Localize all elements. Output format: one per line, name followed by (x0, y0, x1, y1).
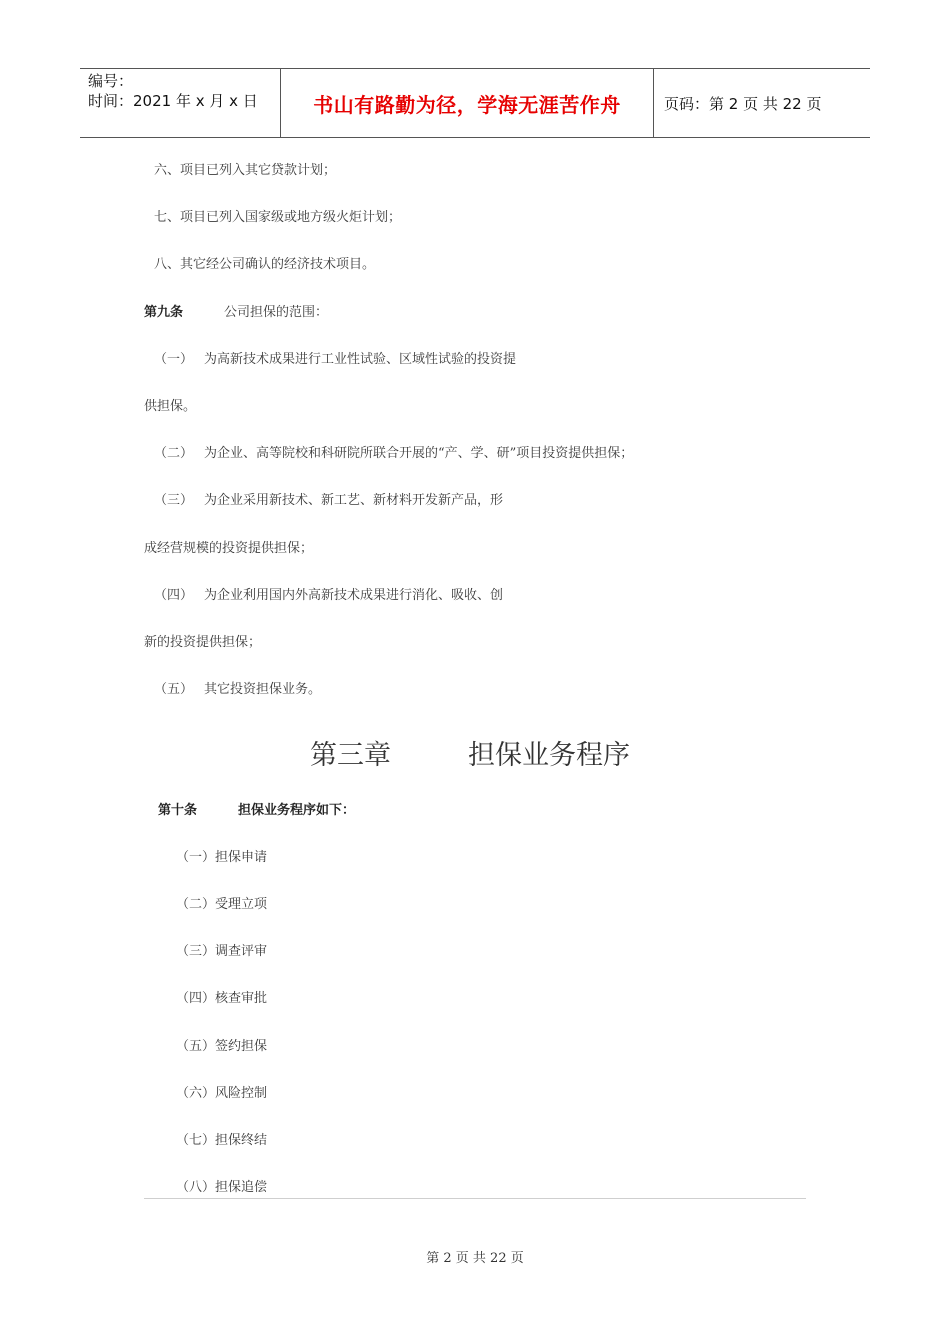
scope-3-text: 为企业采用新技术、新工艺、新材料开发新产品，形 (204, 493, 504, 508)
procedure-step: （四）核查审批 (176, 991, 268, 1006)
scope-2-number: （二） (154, 446, 194, 461)
article-10-text: 担保业务程序如下： (238, 803, 356, 818)
header-page-number: 页码：第 2 页 共 22 页 (664, 94, 822, 113)
scope-4-number: （四） (154, 588, 194, 603)
procedure-step: （一）担保申请 (176, 850, 268, 865)
page-footer (0, 1247, 950, 1266)
clause-item-8: 八、其它经公司确认的经济技术项目。 (154, 257, 376, 272)
scope-3-continuation: 成经营规模的投资提供担保； (144, 541, 314, 556)
article-9-text: 公司担保的范围： (224, 305, 329, 320)
document-date: 时间：2021 年 x 月 x 日 (88, 92, 258, 110)
clause-item-6: 六、项目已列入其它贷款计划； (154, 163, 337, 178)
footer-divider (144, 1198, 806, 1199)
scope-4-continuation: 新的投资提供担保； (144, 635, 262, 650)
header-motto-cell (281, 69, 654, 137)
procedure-step: （三）调查评审 (176, 944, 268, 959)
scope-3-number: （三） (154, 493, 194, 508)
footer-page-number: 第 2 页 共 22 页 (426, 1251, 524, 1266)
header-page-cell (654, 69, 870, 137)
scope-2-text: 为企业、高等院校和科研院所联合开展的“产、学、研”项目投资提供担保； (204, 446, 634, 461)
article-10-label: 第十条 (158, 803, 198, 818)
scope-1-continuation: 供担保。 (144, 399, 197, 414)
procedure-step: （二）受理立项 (176, 897, 268, 912)
scope-5-text: 其它投资担保业务。 (204, 682, 322, 697)
chapter-title: 担保业务程序 (468, 740, 630, 771)
document-number-label: 编号： (88, 72, 134, 90)
header-motto: 书山有路勤为径，学海无涯苦作舟 (313, 92, 621, 117)
clause-item-7: 七、项目已列入国家级或地方级火炬计划； (154, 210, 402, 225)
article-9-label: 第九条 (144, 305, 184, 320)
scope-1-text: 为高新技术成果进行工业性试验、区域性试验的投资提 (204, 352, 517, 367)
procedure-step: （八）担保追偿 (176, 1180, 268, 1195)
page-header (80, 68, 870, 138)
procedure-step: （六）风险控制 (176, 1086, 268, 1101)
scope-1-number: （一） (154, 352, 194, 367)
scope-4-text: 为企业利用国内外高新技术成果进行消化、吸收、创 (204, 588, 504, 603)
scope-5-number: （五） (154, 682, 194, 697)
header-meta (80, 69, 281, 137)
procedure-step: （五）签约担保 (176, 1039, 268, 1054)
procedure-step: （七）担保终结 (176, 1133, 268, 1148)
chapter-number: 第三章 (310, 740, 391, 771)
